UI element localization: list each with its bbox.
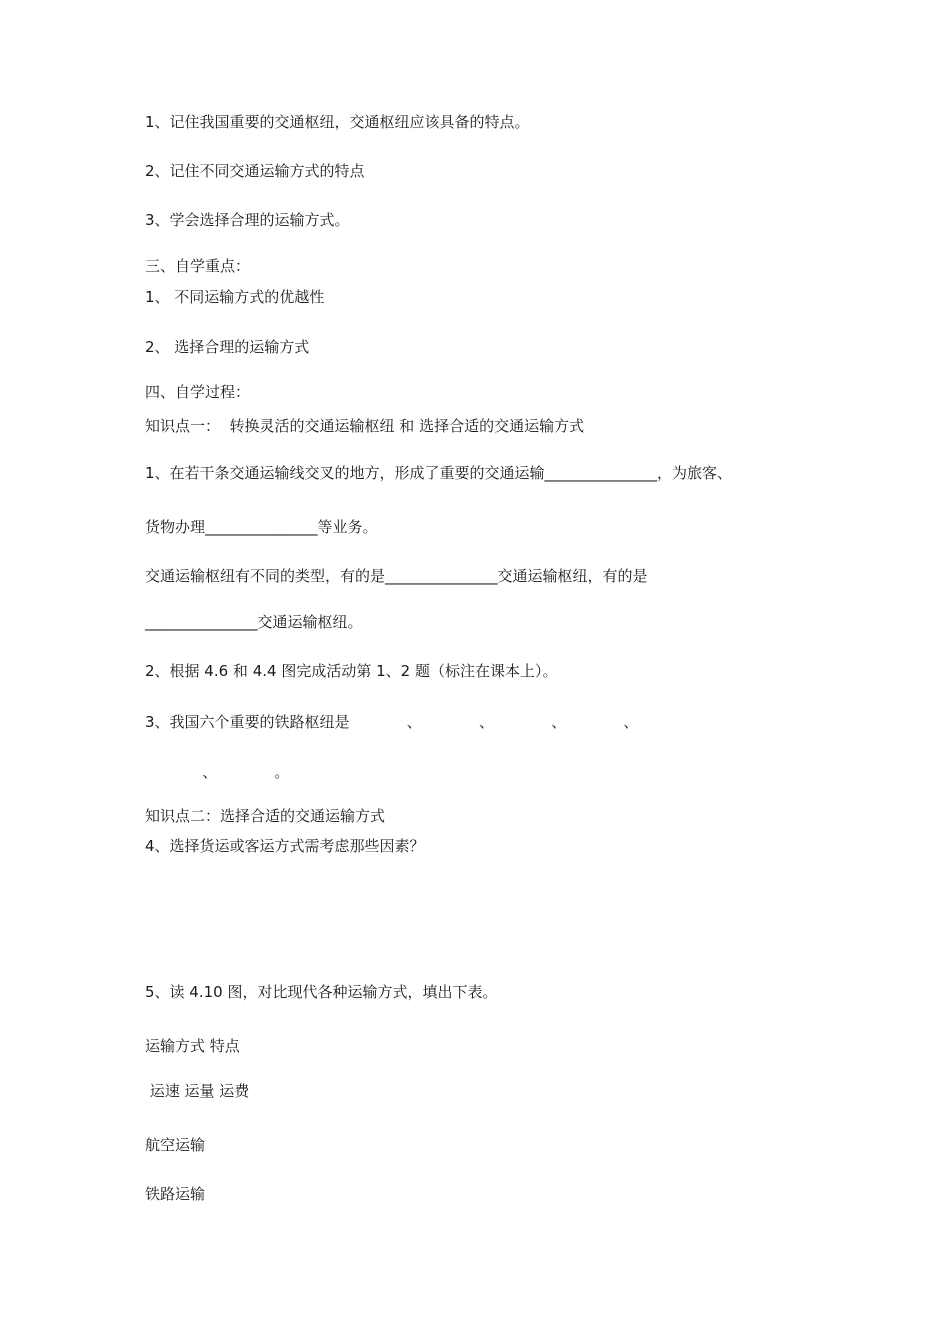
focus-item-1: 1、 不同运输方式的优越性 bbox=[145, 288, 325, 306]
section-3-heading: 三、自学重点： bbox=[145, 257, 251, 275]
question-4: 4、选择货运或客运方式需考虑那些因素？ bbox=[145, 837, 425, 855]
knowledge-point-1-title: 知识点一： 转换灵活的交通运输枢纽 和 选择合适的交通运输方式 bbox=[145, 417, 585, 435]
table-header: 运输方式 特点 bbox=[145, 1037, 240, 1055]
question-3-line-1: 3、我国六个重要的铁路枢纽是 、 、 、 、 bbox=[145, 713, 639, 731]
objective-1: 1、记住我国重要的交通枢纽，交通枢纽应该具备的特点。 bbox=[145, 113, 530, 131]
objective-2: 2、记住不同交通运输方式的特点 bbox=[145, 162, 365, 180]
question-1-line-1: 1、在若干条交通运输线交叉的地方，形成了重要的交通运输_______________，为旅客、 bbox=[145, 464, 733, 482]
table-subheader: 运速 运量 运费 bbox=[145, 1082, 250, 1100]
objective-3: 3、学会选择合理的运输方式。 bbox=[145, 211, 350, 229]
knowledge-point-2-title: 知识点二：选择合适的交通运输方式 bbox=[145, 807, 386, 825]
question-2: 2、根据 4.6 和 4.4 图完成活动第 1、2 题（标注在课本上）。 bbox=[145, 662, 558, 680]
question-3-line-2: 、 。 bbox=[145, 763, 290, 781]
question-1-line-3: 交通运输枢纽有不同的类型，有的是_______________交通运输枢纽，有的是 bbox=[145, 567, 648, 585]
table-row-rail: 铁路运输 bbox=[145, 1185, 206, 1203]
question-5: 5、读 4.10 图，对比现代各种运输方式，填出下表。 bbox=[145, 983, 498, 1001]
question-1-line-2: 货物办理_______________等业务。 bbox=[145, 518, 378, 536]
table-row-air: 航空运输 bbox=[145, 1136, 206, 1154]
focus-item-2: 2、 选择合理的运输方式 bbox=[145, 338, 310, 356]
question-1-line-4: _______________交通运输枢纽。 bbox=[145, 613, 363, 631]
section-4-heading: 四、自学过程： bbox=[145, 383, 251, 401]
